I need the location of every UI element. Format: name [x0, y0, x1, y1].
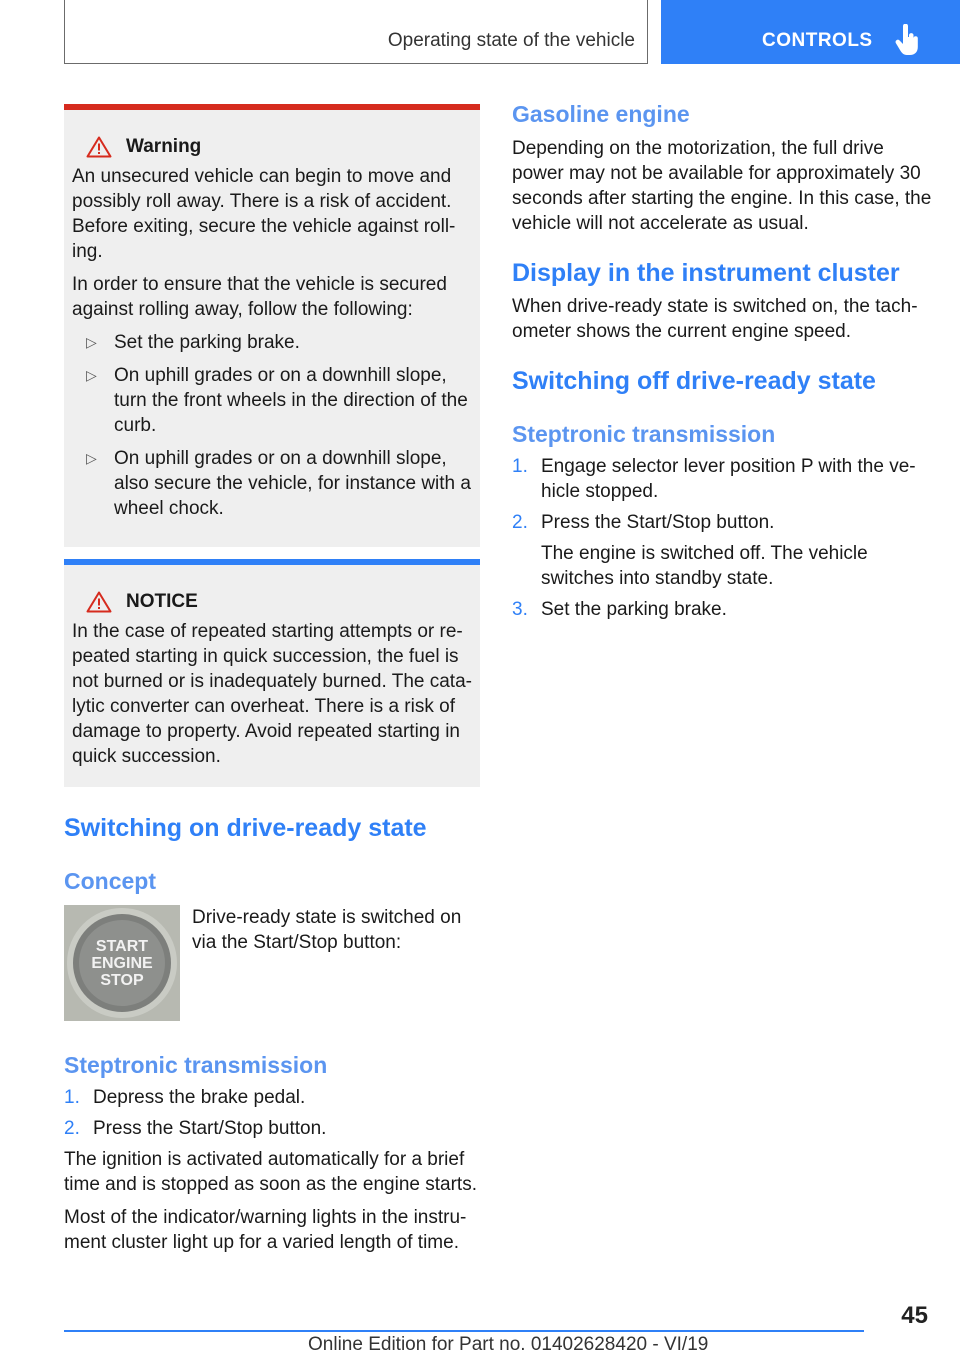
list-item: 1. Engage selector lever position P with the ve‐hicle stopped.	[512, 456, 916, 502]
drive-off-steps	[512, 454, 932, 622]
list-item: 1. Depress the brake pedal.	[64, 1087, 306, 1108]
gasoline-text: Depending on the motorization, the full drive power may not be available for approximately 30 seconds after starting the engine. In this case, the vehicle will not accelerate as usual.	[512, 138, 932, 234]
notice-title: NOTICE	[126, 591, 198, 612]
concept-row	[64, 905, 480, 1021]
start-stop-button-image	[64, 905, 180, 1021]
concept-text: Drive-ready state is switched on via the Start/Stop button:	[192, 907, 462, 953]
drive-on-text-2: Most of the indicator/warning lights in the instru‐ment cluster light up for a varied length of time.	[64, 1207, 467, 1253]
list-item: ▷ On uphill grades or on a downhill slope, also secure the vehicle, for instance with a wheel chock.	[86, 448, 471, 519]
list-item: 2. Press the Start/Stop button.	[64, 1118, 327, 1139]
warning-text-1: An unsecured vehicle can begin to move and possibly roll away. There is a risk of accident. Before exiting, secure the vehicle against roll‐ing.	[72, 166, 456, 262]
triangle-bullet-icon: ▷	[86, 450, 97, 466]
warning-bullet-list	[72, 330, 472, 521]
heading-gasoline: Gasoline engine	[512, 101, 690, 127]
drive-on-steps	[64, 1085, 480, 1141]
list-item: 3. Set the parking brake.	[512, 599, 727, 620]
start-stop-button-icon	[64, 905, 180, 1021]
heading-cluster: Display in the instrument cluster	[512, 259, 900, 287]
drive-on-text-1: The ignition is activated automatically for a brief time and is stopped as soon as the engine starts.	[64, 1149, 477, 1195]
svg-text:ENGINE: ENGINE	[91, 955, 153, 972]
warning-text-2: In order to ensure that the vehicle is secured against rolling away, follow the following:	[72, 274, 447, 320]
page-number: 45	[901, 1302, 928, 1329]
header-chapter-box	[64, 0, 648, 64]
heading-drive-off: Switching off drive-ready state	[512, 367, 876, 395]
chapter-title: Operating state of the vehicle	[387, 30, 635, 51]
warning-header	[72, 136, 472, 158]
warning-triangle-icon	[86, 136, 112, 158]
list-item: ▷ On uphill grades or on a downhill slope, turn the front wheels in the direction of the curb.	[86, 365, 468, 436]
warning-triangle-icon	[86, 591, 112, 613]
notice-text: In the case of repeated starting attempts or re‐peated starting in quick succession, the fuel is not burned or is inadequately burned. The cata‐lytic converter can overheat. There is a risk of damage to property. Avoid repeated starting in quick succession.	[72, 621, 472, 767]
left-column	[64, 104, 480, 1263]
cluster-text: When drive-ready state is switched on, the tach‐ometer shows the current engine speed.	[512, 296, 918, 342]
triangle-bullet-icon: ▷	[86, 367, 97, 383]
right-column	[512, 100, 932, 628]
warning-title: Warning	[126, 136, 202, 157]
step-note: The engine is switched off. The vehicle switches into standby state.	[541, 543, 868, 589]
notice-header	[72, 591, 472, 613]
warning-box	[64, 104, 480, 547]
heading-steptronic-off: Steptronic transmission	[512, 421, 776, 447]
edition-note: Online Edition for Part no. 01402628420 - VI/19	[308, 1334, 709, 1355]
footer-divider	[64, 1330, 864, 1332]
pointing-hand-icon	[894, 24, 920, 56]
svg-text:START: START	[95, 938, 149, 955]
header-section-tab	[661, 0, 960, 64]
heading-drive-on: Switching on drive-ready state	[64, 814, 427, 842]
section-title: CONTROLS	[762, 30, 873, 51]
triangle-bullet-icon: ▷	[86, 334, 97, 350]
svg-text:STOP: STOP	[100, 972, 144, 989]
list-item: 2. Press the Start/Stop button. The engine is switched off. The vehicle switches into standby state.	[512, 510, 932, 591]
heading-concept: Concept	[64, 868, 156, 894]
notice-box	[64, 559, 480, 787]
list-item: ▷ Set the parking brake.	[86, 332, 300, 353]
heading-steptronic-on: Steptronic transmission	[64, 1052, 328, 1078]
